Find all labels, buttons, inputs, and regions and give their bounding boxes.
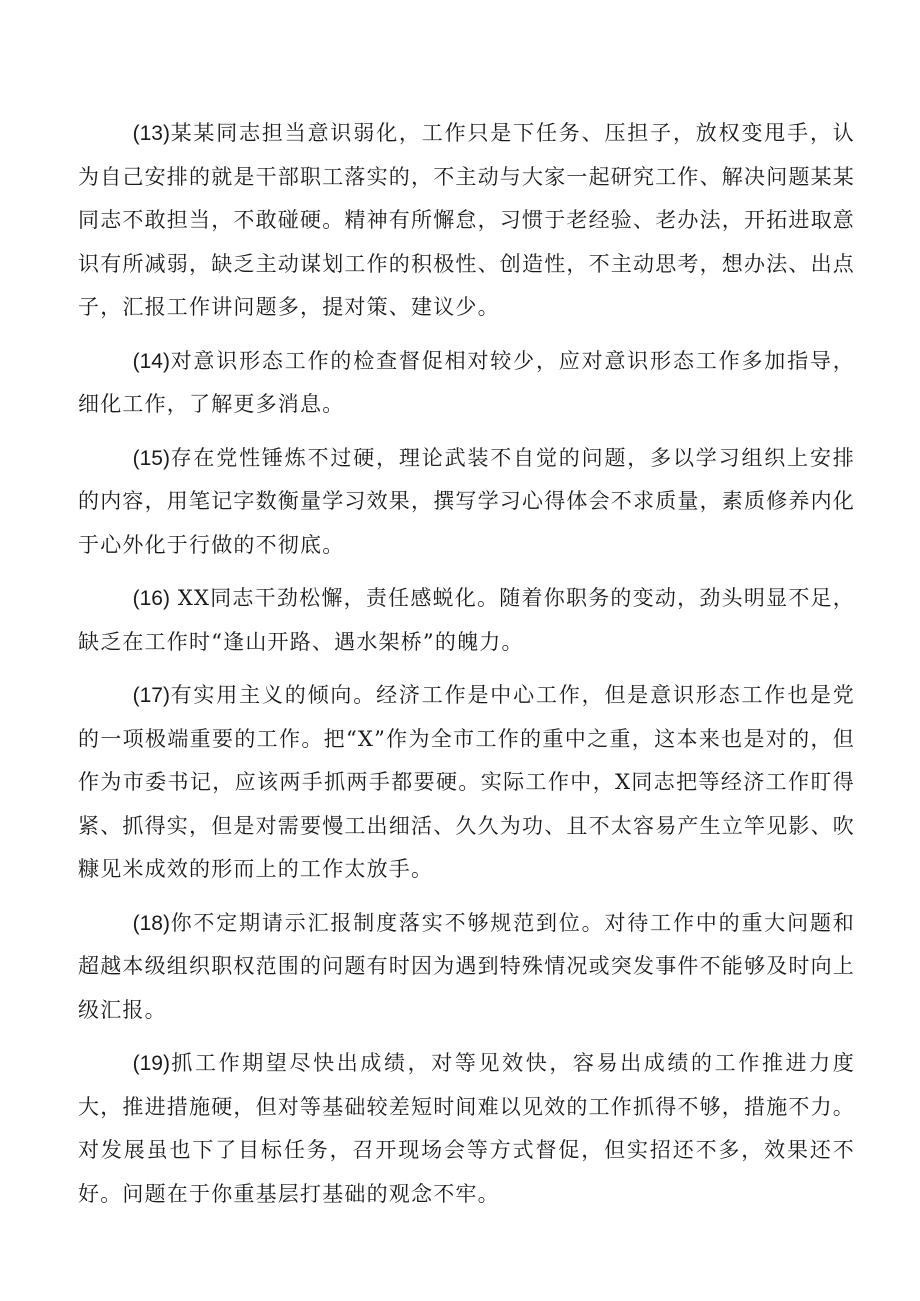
paragraph-text: 存在党性锤炼不过硬，理论武装不自觉的问题，多以学习组织上安排的内容，用笔记字数衡量学习效果，撰写学习心得体会不求质量，素质修养内化于心外化于行做的不彻底。 xyxy=(78,445,855,557)
paragraph-text: 某某同志担当意识弱化，工作只是下任务、压担子，放权变甩手，认为自己安排的就是干部职工落实的，不主动与大家一起研究工作、解决问题某某同志不敢担当，不敢碰硬。精神有所懈怠，习惯于老经验、老办法，开拓进取意识有所减弱，缺乏主动谋划工作的积极性、创造性，不主动思考，想办法、出点子，汇报工作讲问题多，提对策、建议少。 xyxy=(78,121,855,319)
document-body xyxy=(78,112,855,1226)
paragraph-number: (14) xyxy=(132,349,170,373)
paragraph-text: 有实用主义的倾向。经济工作是中心工作，但是意识形态工作也是党的一项极端重要的工作。把“X”作为全市工作的重中之重，这本来也是对的，但作为市委书记，应该两手抓两手都要硬。实际工作中，X同志把等经济工作盯得紧、抓得实，但是对需要慢工出细活、久久为功、且不太容易产生立竿见影、吹糠见米成效的形而上的工作太放手。 xyxy=(78,683,855,881)
paragraph-text: 你不定期请示汇报制度落实不够规范到位。对待工作中的重大问题和超越本级组织职权范围的问题有时因为遇到特殊情况或突发事件不能够及时向上级汇报。 xyxy=(78,910,855,1022)
paragraph-13 xyxy=(78,112,855,330)
paragraph-text: 对意识形态工作的检查督促相对较少，应对意识形态工作多加指导，细化工作，了解更多消息。 xyxy=(78,348,855,416)
paragraph-text: XX同志干劲松懈，责任感蜕化。随着你职务的变动，劲头明显不足，缺乏在工作时“逢山开路、遇水架桥”的魄力。 xyxy=(78,586,855,654)
paragraph-17 xyxy=(78,674,855,892)
paragraph-14 xyxy=(78,340,855,427)
paragraph-number: (13) xyxy=(132,122,170,145)
paragraph-number: (16) xyxy=(132,587,170,610)
paragraph-16 xyxy=(78,577,855,664)
paragraph-text: 抓工作期望尽快出成绩，对等见效快，容易出成绩的工作推进力度大，推进措施硬，但对等基础较差短时间难以见效的工作抓得不够，措施不力。对发展虽也下了目标任务，召开现场会等方式督促，但实招还不多，效果还不好。问题在于你重基层打基础的观念不牢。 xyxy=(78,1051,855,1206)
paragraph-19 xyxy=(78,1042,855,1216)
paragraph-15 xyxy=(78,437,855,568)
paragraph-number: (18) xyxy=(132,911,170,935)
paragraph-number: (19) xyxy=(132,1052,170,1075)
paragraph-18 xyxy=(78,902,855,1033)
paragraph-number: (15) xyxy=(132,446,170,470)
paragraph-number: (17) xyxy=(132,684,170,707)
